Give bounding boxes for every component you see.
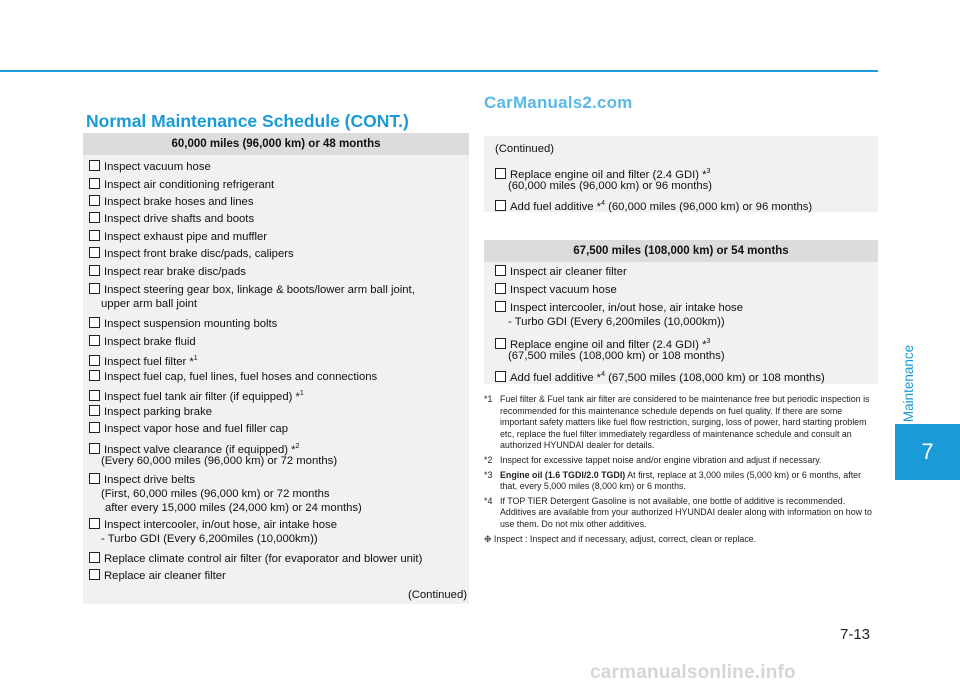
checkbox-icon [89, 317, 100, 328]
list-item-continuation: - Turbo GDI (Every 6,200miles (10,000km)) [101, 533, 318, 545]
list-item: Inspect suspension mounting bolts [89, 317, 277, 331]
checkbox-icon [89, 518, 100, 529]
footnote-ref: 4 [601, 200, 605, 207]
checkbox-icon [89, 422, 100, 433]
page-number: 7-13 [840, 626, 871, 643]
list-item: Inspect parking brake [89, 405, 212, 419]
checkbox-icon [89, 355, 100, 366]
list-item-continuation: (60,000 miles (96,000 km) or 96 months) [508, 180, 713, 192]
checkbox-icon [495, 371, 506, 382]
checkbox-icon [495, 283, 506, 294]
schedule-60000-heading: 60,000 miles (96,000 km) or 48 months [83, 133, 469, 155]
footnote-ref: 1 [299, 390, 304, 397]
list-item-continuation: (Every 60,000 miles (96,000 km) or 72 months) [101, 455, 338, 467]
list-item: Inspect brake fluid [89, 335, 196, 349]
schedule-67500-heading: 67,500 miles (108,000 km) or 54 months [484, 240, 878, 262]
checkbox-icon [89, 212, 100, 223]
list-item: Inspect exhaust pipe and muffler [89, 230, 267, 244]
list-item-continuation: after every 15,000 miles (24,000 km) or 24 months) [105, 502, 362, 514]
checkbox-icon [495, 265, 506, 276]
checkbox-icon [89, 405, 100, 416]
checkbox-icon [89, 247, 100, 258]
footnote-ref: 1 [193, 355, 198, 362]
checkbox-icon [89, 178, 100, 189]
inspect-note: ❉ Inspect : Inspect and if necessary, adjust, correct, clean or replace. [484, 533, 757, 544]
chapter-badge: 7 [895, 424, 960, 480]
checkbox-icon [495, 338, 506, 349]
schedule-67500-panel [484, 240, 878, 384]
schedule-60000-panel [83, 133, 469, 604]
checkbox-icon [89, 160, 100, 171]
list-item: Inspect vacuum hose [89, 160, 211, 174]
list-item: Replace engine oil and filter (2.4 GDI) *$^3$ [495, 335, 710, 352]
checkbox-icon [495, 301, 506, 312]
checkbox-icon [89, 283, 100, 294]
list-item: Replace climate control air filter (for evaporator and blower unit) [89, 552, 422, 566]
list-item: Add fuel additive *$^4$ (60,000 miles (96,000 km) or 96 months) [495, 197, 812, 214]
list-item: Inspect drive shafts and boots [89, 212, 254, 226]
continued-label: (Continued) [407, 589, 467, 601]
checkbox-icon [89, 390, 100, 401]
checkbox-icon [89, 195, 100, 206]
list-item: Inspect fuel tank air filter (if equipped) *$^1$ [89, 387, 304, 404]
list-item: Add fuel additive *$^4$ (67,500 miles (108,000 km) or 108 months) [495, 368, 825, 385]
list-item: Inspect rear brake disc/pads [89, 265, 246, 279]
list-item: Inspect fuel filter *$^1$ [89, 352, 198, 369]
list-item: Inspect vapor hose and fuel filler cap [89, 422, 288, 436]
continued-label: (Continued) [495, 143, 555, 155]
footnotes [484, 394, 876, 548]
footnote-4: *4 If TOP TIER Detergent Gasoline is not available, one bottle of additive is recommended. Additives are available from your authorized HYUNDAI dealer along with information on how to use them. Do not mix other additives. [484, 495, 872, 529]
watermark-top[interactable]: CarManuals2.com [484, 93, 633, 112]
top-rule [0, 70, 878, 72]
list-item: Inspect steering gear box, linkage & boots/lower arm ball joint, [89, 283, 415, 297]
footnote-ref: 2 [295, 443, 300, 450]
checkbox-icon [89, 370, 100, 381]
list-item: Inspect valve clearance (if equipped) *$^2$ [89, 440, 299, 457]
list-item: Inspect front brake disc/pads, calipers [89, 247, 294, 261]
list-item: Inspect vacuum hose [495, 283, 617, 297]
list-item: Inspect brake hoses and lines [89, 195, 253, 209]
footnote-ref: 3 [706, 338, 711, 345]
list-item: Inspect intercooler, in/out hose, air intake hose [89, 518, 337, 532]
list-item: Inspect drive belts [89, 473, 195, 487]
footnote-3: *3 Engine oil (1.6 TGDI/2.0 TGDI) At first, replace at 3,000 miles (5,000 km) or 6 months, after that, every 5,000 miles (8,000 km) or 6 months. [484, 469, 862, 492]
section-tab-label: Maintenance [901, 344, 917, 422]
list-item-continuation: - Turbo GDI (Every 6,200miles (10,000km)) [508, 316, 725, 328]
checkbox-icon [89, 552, 100, 563]
list-item: Inspect air conditioning refrigerant [89, 178, 274, 192]
footnote-1: *1 Fuel filter & Fuel tank air filter are considered to be maintenance free but periodic inspection is recommended for this maintenance schedule depends on fuel quality. If there are some important safety matters like fuel flow restriction, surging, loss of power, hard starting problem etc, replace the fuel filter immediately regardless of maintenance schedule and consult an authorized HYUNDAI dealer for details. [484, 394, 870, 451]
checkbox-icon [89, 230, 100, 241]
checkbox-icon [495, 168, 506, 179]
checkbox-icon [89, 443, 100, 454]
checkbox-icon [89, 335, 100, 346]
list-item-continuation: (67,500 miles (108,000 km) or 108 months) [508, 350, 725, 362]
list-item: Inspect fuel cap, fuel lines, fuel hoses and connections [89, 370, 377, 384]
checkbox-icon [89, 569, 100, 580]
list-item: Inspect air cleaner filter [495, 265, 627, 279]
checkbox-icon [495, 200, 506, 211]
footnote-2: *2 Inspect for excessive tappet noise and/or engine vibration and adjust if necessary. [484, 454, 822, 465]
continued-panel [484, 136, 878, 212]
footnote-ref: 3 [706, 168, 711, 175]
checkbox-icon [89, 265, 100, 276]
page-title: Normal Maintenance Schedule (CONT.) [86, 111, 409, 131]
list-item-continuation: upper arm ball joint [101, 298, 198, 310]
watermark-bottom[interactable]: carmanualsonline.info [590, 662, 796, 683]
list-item: Inspect intercooler, in/out hose, air intake hose [495, 301, 743, 315]
list-item: Replace air cleaner filter [89, 569, 226, 583]
footnote-ref: 4 [601, 371, 605, 378]
checkbox-icon [89, 473, 100, 484]
list-item: Replace engine oil and filter (2.4 GDI) *$^3$ [495, 165, 710, 182]
list-item-continuation: (First, 60,000 miles (96,000 km) or 72 months [101, 488, 330, 500]
